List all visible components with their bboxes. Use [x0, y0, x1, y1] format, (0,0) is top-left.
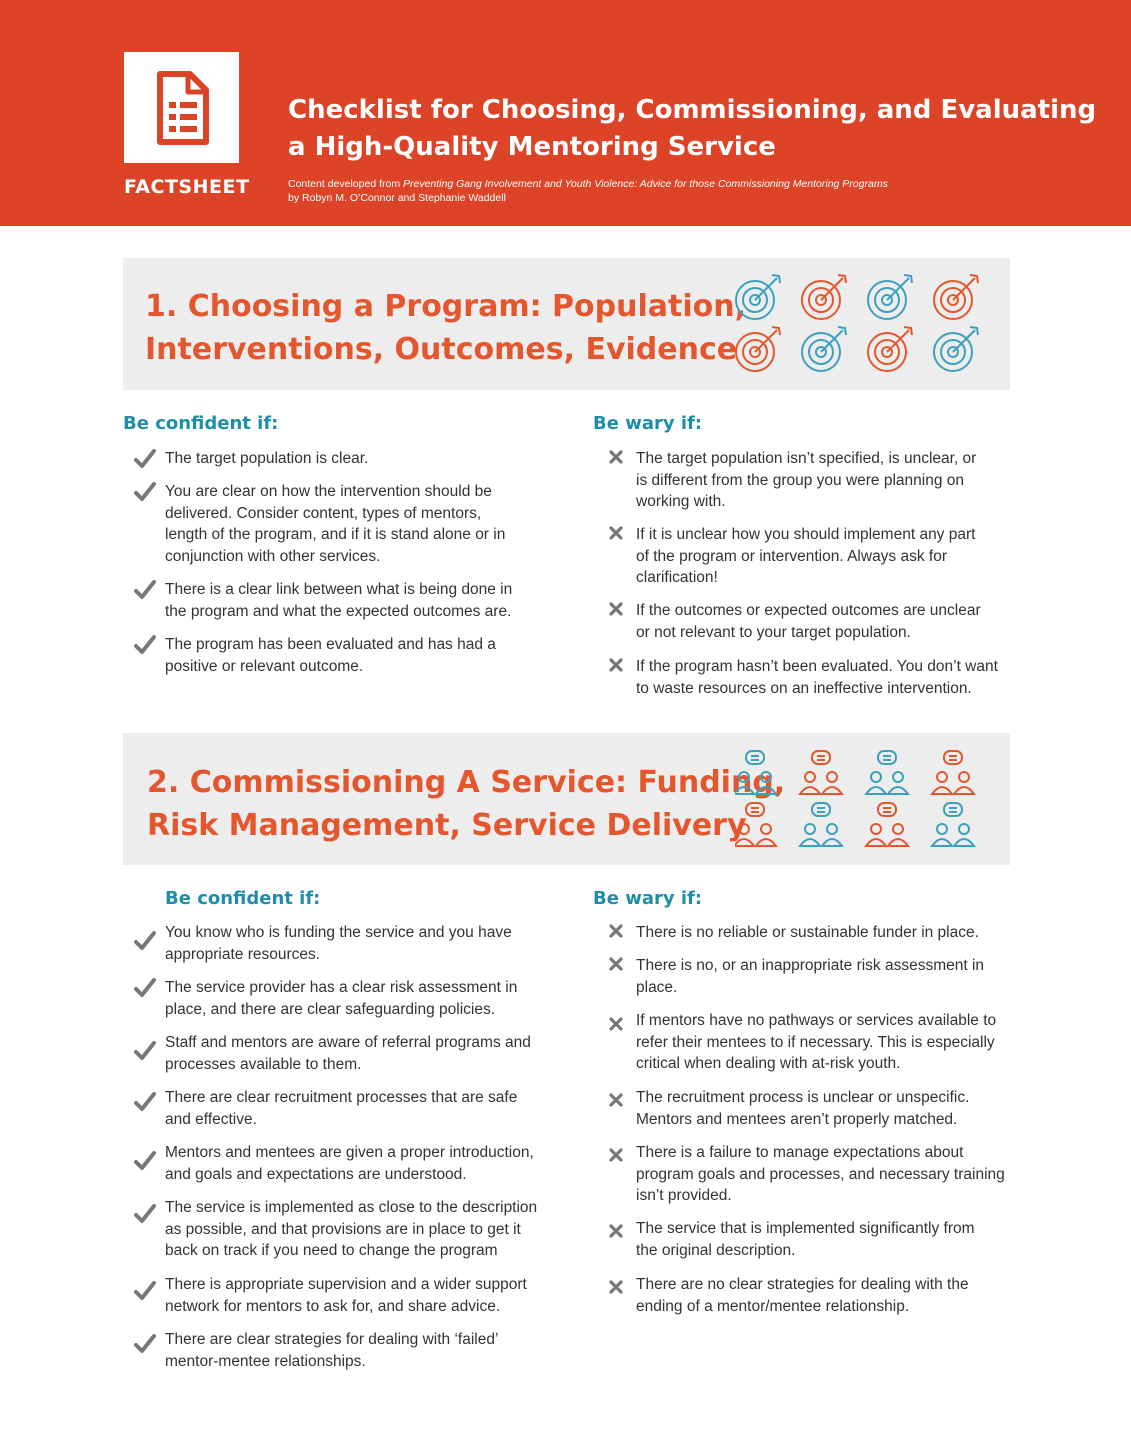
cross-icon: [609, 658, 623, 672]
section-1-title: [145, 285, 746, 371]
item-text: [165, 1032, 531, 1075]
target-arrow-icon: [934, 327, 978, 371]
item-line: critical when dealing with at-risk youth.: [636, 1055, 901, 1073]
item-line: The recruitment process is unclear or unspecific.: [636, 1089, 970, 1106]
item-line: and goals and expectations are understood.: [165, 1165, 467, 1183]
item-line: or not relevant to your target population.: [636, 623, 911, 641]
item-text: [636, 1218, 975, 1261]
item-text: [165, 922, 512, 965]
item-line: delivered. Consider content, types of mentors,: [165, 504, 482, 522]
credit-source-line: [288, 177, 1048, 191]
wary-item: [636, 922, 979, 944]
item-line: You are clear on how the intervention should be: [165, 483, 492, 500]
item-line: as possible, and that provisions are in place to get it: [165, 1220, 521, 1238]
confident-item: [165, 1142, 534, 1185]
checkmark-icon: [134, 1203, 156, 1225]
section-title-line: 2. Commissioning A Service: Funding,: [147, 765, 786, 800]
target-arrow-icon: [868, 327, 912, 371]
item-text: [636, 922, 979, 944]
header-banner: [0, 0, 1131, 226]
checkmark-icon: [134, 481, 156, 503]
item-text: [636, 1010, 996, 1075]
item-line: the program and what the expected outcomes are.: [165, 602, 512, 620]
item-line: You know who is funding the service and you have: [165, 924, 512, 941]
item-line: isn’t provided.: [636, 1187, 732, 1205]
item-line: The service provider has a clear risk assessment in: [165, 979, 518, 996]
item-line: There are clear recruitment processes that are safe: [165, 1089, 518, 1106]
checkmark-icon: [134, 1150, 156, 1172]
item-text: [636, 1274, 969, 1317]
credit-source-title: Preventing Gang Involvement and Youth Violence: Advice for those Commissioning Mentoring Programs: [403, 178, 888, 190]
section-2-wary-heading: Be wary if:: [593, 888, 703, 909]
item-line: The service that is implemented significantly from: [636, 1220, 975, 1237]
item-text: [165, 579, 512, 622]
credit-prefix: Content developed from: [288, 178, 403, 190]
wary-item: [636, 600, 981, 643]
section-2-banner: [123, 733, 1010, 865]
confident-item: [165, 1032, 531, 1075]
mentor-conversation-icon: [866, 803, 908, 846]
item-text: [165, 1329, 498, 1372]
item-line: If the outcomes or expected outcomes are unclear: [636, 602, 981, 619]
item-line: ending of a mentor/mentee relationship.: [636, 1297, 910, 1315]
checkmark-icon: [134, 1091, 156, 1113]
target-arrow-icon: [868, 275, 912, 319]
item-text: [636, 1087, 969, 1130]
factsheet-label: FACTSHEET: [124, 176, 250, 198]
item-line: mentor-mentee relationships.: [165, 1352, 366, 1370]
item-line: network for mentors to ask for, and share advice.: [165, 1297, 501, 1315]
item-text: [636, 600, 981, 643]
item-line: program goals and processes, and necessary training: [636, 1165, 1005, 1183]
item-text: [636, 448, 976, 513]
section-1-wary-heading: Be wary if:: [593, 413, 703, 434]
item-line: If mentors have no pathways or services available to: [636, 1012, 997, 1029]
cross-icon: [609, 1093, 623, 1107]
mentor-conversation-icon: [800, 751, 842, 794]
cross-icon: [609, 957, 623, 971]
confident-item: [165, 977, 517, 1020]
item-text: [165, 1087, 517, 1130]
cross-icon: [609, 526, 623, 540]
section-1-confident-heading: Be confident if:: [123, 413, 279, 434]
item-line: of the program or intervention. Always ask for: [636, 547, 948, 565]
checkmark-icon: [134, 448, 156, 470]
section-2-title: [147, 761, 785, 847]
item-line: back on track if you need to change the program: [165, 1242, 498, 1260]
confident-item: [165, 579, 512, 622]
credit-authors: by Robyn M. O’Connor and Stephanie Waddell: [288, 192, 506, 204]
section-1-banner: [123, 258, 1010, 390]
item-line: There is no, or an inappropriate risk assessment in: [636, 957, 985, 974]
mentor-conversation-icon: [932, 751, 974, 794]
item-line: Mentors and mentees aren’t properly matched.: [636, 1110, 958, 1128]
item-text: [165, 1274, 527, 1317]
item-text: [165, 977, 517, 1020]
document-list-icon: [124, 52, 239, 163]
cross-icon: [609, 1148, 623, 1162]
confident-item: [165, 922, 512, 965]
mentor-conversation-icon: [735, 751, 776, 794]
section-title-line: 1. Choosing a Program: Population,: [145, 289, 746, 324]
confident-item: [165, 1197, 537, 1262]
item-line: is different from the group you were planning on: [636, 471, 964, 489]
checkmark-icon: [134, 1280, 156, 1302]
item-text: [636, 955, 984, 998]
item-line: place.: [636, 978, 678, 996]
target-icon-grid: [735, 272, 1005, 378]
item-line: There is appropriate supervision and a wider support: [165, 1276, 527, 1293]
wary-item: [636, 656, 998, 699]
item-line: place, and there are clear safeguarding policies.: [165, 1000, 496, 1018]
item-line: to waste resources on an ineffective intervention.: [636, 679, 972, 697]
item-text: [636, 656, 998, 699]
item-line: positive or relevant outcome.: [165, 657, 364, 675]
item-line: There is a failure to manage expectations about: [636, 1144, 964, 1161]
mentor-conversation-icon: [735, 803, 776, 846]
item-line: If the program hasn’t been evaluated. You don’t want: [636, 658, 998, 675]
mentor-icon-grid: [735, 747, 1005, 853]
page-title: [288, 92, 1097, 166]
target-arrow-icon: [736, 327, 780, 371]
confident-item: [165, 1329, 498, 1372]
cross-icon: [609, 450, 623, 464]
cross-icon: [609, 602, 623, 616]
item-line: There are no clear strategies for dealing with the: [636, 1276, 969, 1293]
item-line: length of the program, and if it is stand alone or in: [165, 526, 506, 544]
item-text: [165, 634, 496, 677]
item-line: Staff and mentors are aware of referral programs and: [165, 1034, 531, 1051]
section-title-line: Risk Management, Service Delivery: [147, 808, 747, 843]
item-line: working with.: [636, 493, 726, 511]
item-line: The target population isn’t specified, is unclear, or: [636, 450, 977, 467]
checkmark-icon: [134, 1040, 156, 1062]
cross-icon: [609, 924, 623, 938]
checkmark-icon: [134, 930, 156, 952]
cross-icon: [609, 1017, 623, 1031]
confident-item: [165, 481, 505, 568]
checkmark-icon: [134, 1333, 156, 1355]
checkmark-icon: [134, 634, 156, 656]
item-line: The program has been evaluated and has had a: [165, 636, 496, 653]
confident-item: [165, 448, 368, 470]
item-line: The target population is clear.: [165, 450, 369, 467]
mentor-conversation-icon: [866, 751, 908, 794]
item-line: There is no reliable or sustainable funder in place.: [636, 924, 979, 941]
target-arrow-icon: [934, 275, 978, 319]
item-line: the original description.: [636, 1241, 796, 1259]
checkmark-icon: [134, 977, 156, 999]
item-line: appropriate resources.: [165, 945, 321, 963]
target-arrow-icon: [802, 327, 846, 371]
wary-item: [636, 1087, 969, 1130]
cross-icon: [609, 1280, 623, 1294]
confident-item: [165, 1087, 517, 1130]
item-text: [636, 524, 975, 589]
cross-icon: [609, 1224, 623, 1238]
item-text: [165, 481, 505, 568]
item-line: and effective.: [165, 1110, 257, 1128]
item-line: processes available to them.: [165, 1055, 362, 1073]
confident-item: [165, 1274, 527, 1317]
wary-item: [636, 524, 975, 589]
item-line: There is a clear link between what is being done in: [165, 581, 513, 598]
wary-item: [636, 1218, 975, 1261]
confident-item: [165, 634, 496, 677]
item-line: conjunction with other services.: [165, 548, 381, 566]
wary-item: [636, 1142, 1005, 1207]
wary-item: [636, 1010, 996, 1075]
mentor-conversation-icon: [800, 803, 842, 846]
page-title-line: a High-Quality Mentoring Service: [288, 132, 776, 162]
target-arrow-icon: [736, 275, 780, 319]
item-text: [636, 1142, 1005, 1207]
target-arrow-icon: [802, 275, 846, 319]
wary-item: [636, 955, 984, 998]
wary-item: [636, 1274, 969, 1317]
source-credit: [288, 177, 1048, 205]
section-2-confident-heading: Be confident if:: [165, 888, 321, 909]
item-line: refer their mentees to if necessary. This is especially: [636, 1033, 995, 1051]
item-line: There are clear strategies for dealing with ‘failed’: [165, 1331, 499, 1348]
item-text: [165, 1142, 534, 1185]
item-line: clarification!: [636, 569, 718, 587]
item-line: The service is implemented as close to the description: [165, 1199, 538, 1216]
item-line: If it is unclear how you should implement any part: [636, 526, 976, 543]
wary-item: [636, 448, 976, 513]
section-title-line: Interventions, Outcomes, Evidence: [145, 332, 738, 367]
item-text: [165, 448, 368, 470]
item-text: [165, 1197, 537, 1262]
item-line: Mentors and mentees are given a proper introduction,: [165, 1144, 534, 1161]
mentor-conversation-icon: [932, 803, 974, 846]
page-title-line: Checklist for Choosing, Commissioning, and Evaluating: [288, 95, 1097, 125]
checkmark-icon: [134, 579, 156, 601]
